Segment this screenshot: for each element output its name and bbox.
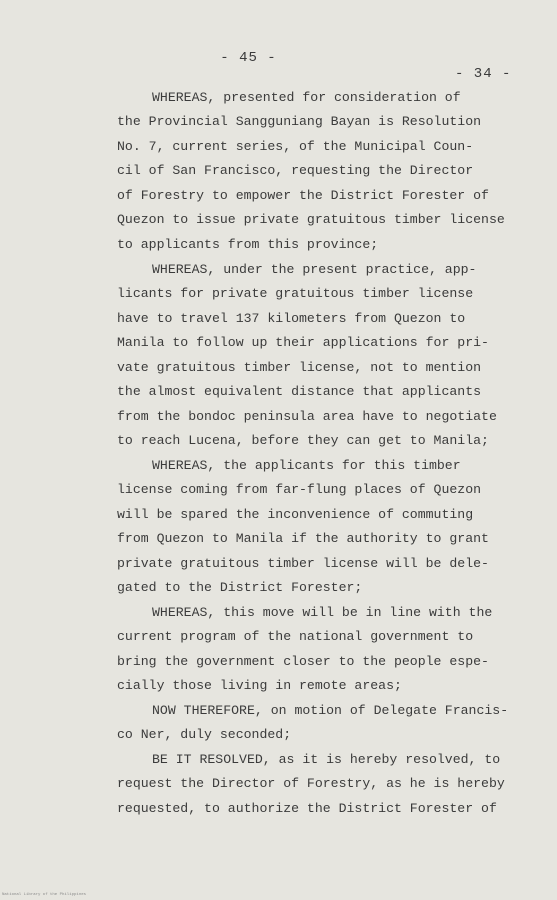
text-line: Manila to follow up their applications for pri- [117, 335, 489, 350]
text-line: private gratuitous timber license will be dele- [117, 556, 489, 571]
text-line: from the bondoc peninsula area have to negotiate [117, 409, 497, 424]
text-line: WHEREAS, under the present practice, app- [152, 262, 477, 277]
text-line: have to travel 137 kilometers from Quezon to [117, 311, 466, 326]
text-line: to reach Lucena, before they can get to Manila; [117, 433, 489, 448]
text-line: BE IT RESOLVED, as it is hereby resolved, to [152, 752, 501, 767]
text-line: vate gratuitous timber license, not to mention [117, 360, 482, 375]
text-line: license coming from far-flung places of Quezon [117, 482, 482, 497]
text-line: co Ner, duly seconded; [117, 727, 292, 742]
text-line: cially those living in remote areas; [117, 678, 402, 693]
text-line: will be spared the inconvenience of commuting [117, 507, 474, 522]
text-line: bring the government closer to the people espe- [117, 654, 489, 669]
text-line: licants for private gratuitous timber license [117, 286, 474, 301]
text-line: current program of the national government to [117, 629, 474, 644]
text-line: the almost equivalent distance that applicants [117, 384, 482, 399]
text-line: NOW THEREFORE, on motion of Delegate Francis- [152, 703, 509, 718]
text-line: the Provincial Sangguniang Bayan is Resolution [117, 114, 482, 129]
alt-page-number: - 34 - [455, 66, 512, 82]
footer-note: National Library of the Philippines [2, 893, 87, 897]
text-line: Quezon to issue private gratuitous timber license [117, 212, 505, 227]
text-line: to applicants from this province; [117, 237, 379, 252]
text-line: No. 7, current series, of the Municipal Coun- [117, 139, 474, 154]
text-line: WHEREAS, presented for consideration of [152, 90, 461, 105]
text-line: WHEREAS, the applicants for this timber [152, 458, 461, 473]
text-line: cil of San Francisco, requesting the Director [117, 163, 474, 178]
text-line: requested, to authorize the District Forester of [117, 801, 497, 816]
text-line: of Forestry to empower the District Forester of [117, 188, 489, 203]
text-line: from Quezon to Manila if the authority to grant [117, 531, 489, 546]
text-line: gated to the District Forester; [117, 580, 363, 595]
text-line: WHEREAS, this move will be in line with the [152, 605, 493, 620]
page-number: - 45 - [220, 50, 277, 66]
text-line: request the Director of Forestry, as he is hereby [117, 776, 505, 791]
